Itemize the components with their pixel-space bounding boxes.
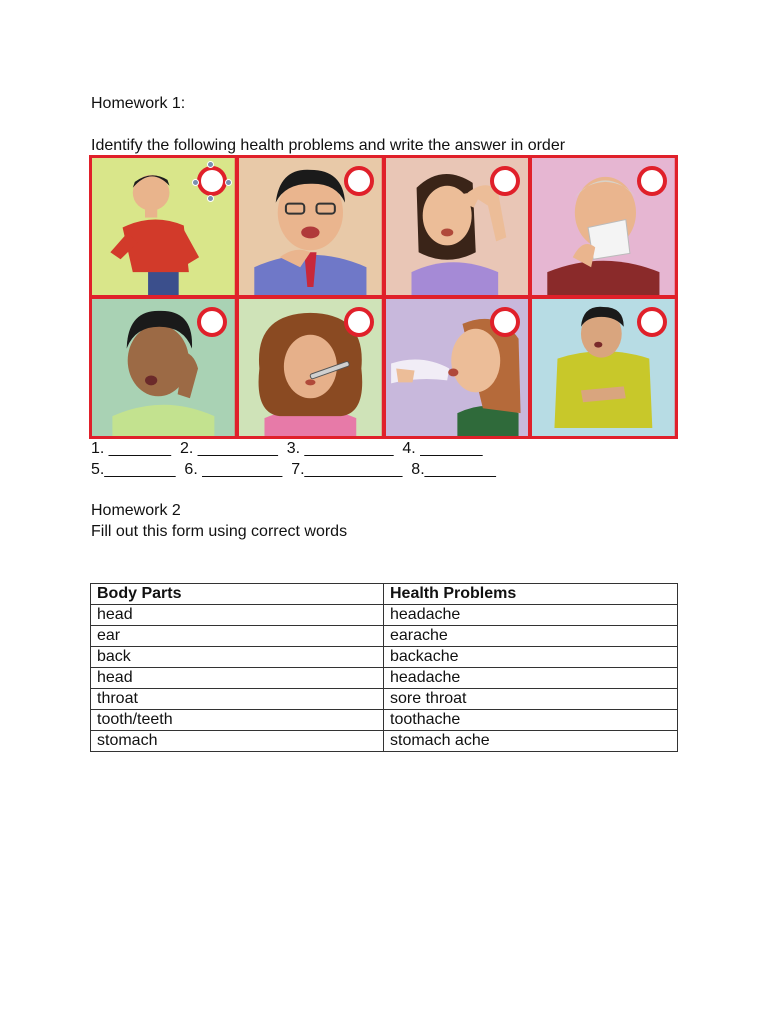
- answer-circle-8[interactable]: [637, 307, 667, 337]
- homework2-title: Homework 2: [91, 502, 181, 519]
- answer-circle-1[interactable]: [197, 166, 227, 196]
- health-problem-cell[interactable]: headache: [384, 605, 678, 626]
- body-parts-health-problems-table: [90, 583, 678, 752]
- table-row: [91, 710, 678, 731]
- body-part-cell[interactable]: tooth/teeth: [91, 710, 384, 731]
- health-problem-picture-grid: [89, 155, 678, 439]
- picture-5-earache: [92, 299, 235, 436]
- selection-handle-icon: [192, 179, 199, 186]
- answer-circle-4[interactable]: [637, 166, 667, 196]
- body-part-cell[interactable]: head: [91, 605, 384, 626]
- selection-handle-icon: [207, 195, 214, 202]
- answer-blanks-line-1[interactable]: 1. _______ 2. _________ 3. __________ 4. _______: [91, 440, 483, 457]
- picture-8-stomach-ache: [532, 299, 675, 436]
- homework2-instruction: Fill out this form using correct words: [91, 523, 348, 540]
- picture-4-cold: [532, 158, 675, 295]
- health-problem-cell[interactable]: earache: [384, 626, 678, 647]
- homework1-instruction: Identify the following health problems and write the answer in order: [91, 137, 566, 154]
- body-part-cell[interactable]: back: [91, 647, 384, 668]
- picture-1-backache: [92, 158, 235, 295]
- health-problem-cell[interactable]: toothache: [384, 710, 678, 731]
- health-problem-cell[interactable]: headache: [384, 668, 678, 689]
- picture-3-headache: [386, 158, 529, 295]
- table-header-row: [91, 584, 678, 605]
- picture-2-sore-throat: [239, 158, 382, 295]
- table-row: [91, 647, 678, 668]
- answer-circle-2[interactable]: [344, 166, 374, 196]
- picture-7-cough: [386, 299, 529, 436]
- selection-handle-icon: [225, 179, 232, 186]
- health-problem-cell[interactable]: sore throat: [384, 689, 678, 710]
- table-row: [91, 626, 678, 647]
- column-header-body-parts: Body Parts: [91, 584, 384, 605]
- body-part-cell[interactable]: head: [91, 668, 384, 689]
- homework1-title: Homework 1:: [91, 95, 186, 112]
- body-part-cell[interactable]: throat: [91, 689, 384, 710]
- table-row: [91, 668, 678, 689]
- column-header-health-problems: Health Problems: [384, 584, 678, 605]
- body-part-cell[interactable]: ear: [91, 626, 384, 647]
- health-problem-cell[interactable]: backache: [384, 647, 678, 668]
- answer-circle-6[interactable]: [344, 307, 374, 337]
- table-row: [91, 731, 678, 752]
- body-part-cell[interactable]: stomach: [91, 731, 384, 752]
- health-problem-cell[interactable]: stomach ache: [384, 731, 678, 752]
- answer-blanks-line-2[interactable]: 5.________ 6. _________ 7.___________ 8.________: [91, 461, 496, 478]
- table-row: [91, 689, 678, 710]
- table-row: [91, 605, 678, 626]
- selection-handle-icon: [207, 161, 214, 168]
- picture-6-fever: [239, 299, 382, 436]
- answer-circle-5[interactable]: [197, 307, 227, 337]
